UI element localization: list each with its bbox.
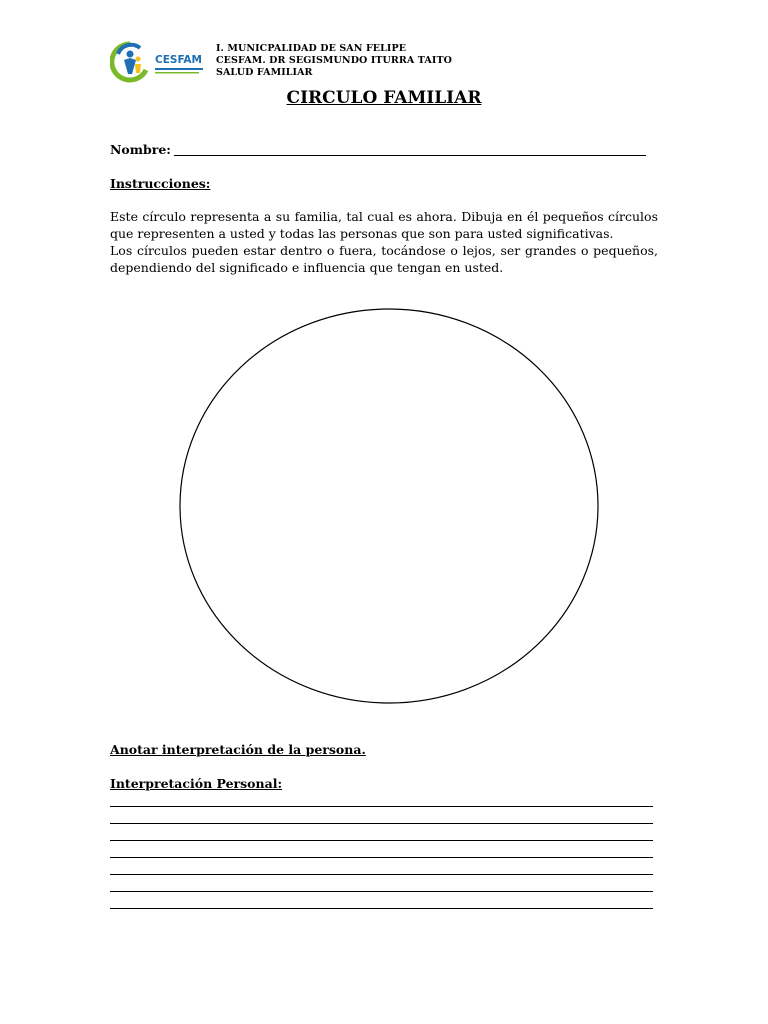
header-line-municipality: I. MUNICPALIDAD DE SAN FELIPE: [216, 43, 407, 54]
institution-header: [216, 43, 452, 79]
annotation-heading: Anotar interpretación de la persona.: [110, 742, 366, 757]
instructions-text: [110, 208, 658, 276]
page-title: CIRCULO FAMILIAR: [286, 88, 482, 108]
instructions-paragraph: Los círculos pueden estar dentro o fuera, tocándose o lejos, ser grandes o pequeños, dependiendo del significado e influencia que tengan en usted.: [110, 243, 658, 275]
instructions-heading: Instrucciones:: [110, 176, 211, 191]
interpretation-line[interactable]: [110, 891, 653, 892]
cesfam-logo: [110, 40, 210, 84]
instructions-paragraph: Este círculo representa a su familia, tal cual es ahora. Dibuja en él pequeños círculos que representen a usted y todas las personas que son para usted significativas.: [110, 209, 658, 241]
interpretation-line[interactable]: [110, 874, 653, 875]
interpretation-line[interactable]: [110, 806, 653, 807]
interpretation-line[interactable]: [110, 857, 653, 858]
name-field-line[interactable]: [174, 155, 646, 156]
family-circle-outline: [180, 309, 598, 703]
family-circle[interactable]: [178, 306, 600, 706]
header-line-program: SALUD FAMILIAR: [216, 67, 313, 78]
interpretation-line[interactable]: [110, 908, 653, 909]
logo-wordmark: CESFAM: [155, 54, 202, 66]
interpretation-line[interactable]: [110, 840, 653, 841]
header-line-cesfam: CESFAM. DR SEGISMUNDO ITURRA TAITO: [216, 55, 452, 66]
name-label: Nombre:: [110, 142, 171, 157]
interpretation-heading: Interpretación Personal:: [110, 776, 283, 791]
interpretation-line[interactable]: [110, 823, 653, 824]
